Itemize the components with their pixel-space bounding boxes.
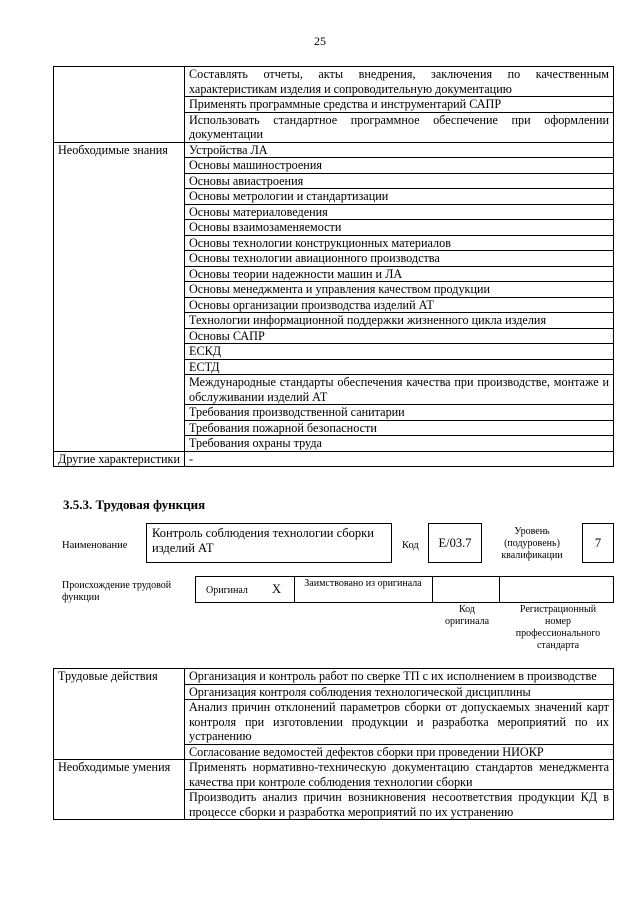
row-item: Основы технологии конструкционных материалов [185,235,614,251]
row-item: Составлять отчеты, акты внедрения, заключения по качественным характеристикам изделия и сопроводительную документацию [185,67,614,97]
row-item: Основы САПР [185,328,614,344]
level-label: Уровень (подуровень) квалификации [501,526,563,561]
row-label: Необходимые знания [54,142,185,451]
level-box [582,523,614,563]
code-label: Код [402,540,419,551]
row-item: Основы взаимозаменяемости [185,220,614,236]
function-name: Контроль соблюдения технологии сборки изделий АТ [152,526,374,555]
row-item: Применять нормативно-техническую документацию стандартов менеджмента качества при контроле соблюдения технологии сборки [185,760,614,790]
row-label: Другие характеристики [54,451,185,467]
origin-label: Происхождение трудовой функции [62,580,172,603]
row-item: Организация контроля соблюдения технологической дисциплины [185,684,614,700]
section-title: 3.5.3. Трудовая функция [63,497,206,512]
requirements-table [53,66,614,467]
row-item: Основы материаловедения [185,204,614,220]
row-item: Основы технологии авиационного производства [185,251,614,267]
row-item: Согласование ведомостей дефектов сборки при проведении НИОКР [185,744,614,760]
level-value: 7 [594,536,602,550]
table-row [54,67,614,97]
row-label [54,67,185,143]
row-item: Основы авиастроения [185,173,614,189]
row-label: Трудовые действия [54,669,185,760]
row-item: Использовать стандартное программное обеспечение при оформлении документации [185,112,614,142]
row-item: - [185,451,614,467]
code-value: E/03.7 [438,536,472,550]
row-item: Основы теории надежности машин и ЛА [185,266,614,282]
row-item: Устройства ЛА [185,142,614,158]
row-item: Анализ причин отклонений параметров сборки от допускаемых значений карт контроля при изготовлении продукции и разработка мероприятий по их устранению [185,700,614,745]
code-box [428,523,482,563]
row-item: Основы метрологии и стандартизации [185,189,614,205]
row-item: Основы машиностроения [185,158,614,174]
row-item: Организация и контроль работ по сверке ТП с их исполнением в производстве [185,669,614,685]
function-table [53,668,614,820]
row-item: Требования охраны труда [185,436,614,452]
original-label: Оригинал [206,585,248,596]
row-item: Международные стандарты обеспечения качества при производстве, монтаже и обслуживании изделий АТ [185,375,614,405]
table-row [54,669,614,685]
original-mark: X [272,582,282,596]
page-number: 25 [314,34,326,48]
function-name-box [146,523,392,563]
original-code-label: Код оригинала [444,604,490,627]
row-item: Основы организации производства изделий АТ [185,297,614,313]
table-row [54,760,614,790]
table-row [54,142,614,158]
row-item: ЕСКД [185,344,614,360]
row-item: Требования производственной санитарии [185,405,614,421]
table-row [54,451,614,467]
origin-box [195,576,614,603]
registration-number-label: Регистрационный номер профессионального стандарта [515,604,601,651]
borrowed-label: Заимствовано из оригинала [304,578,422,589]
row-item: Требования пожарной безопасности [185,420,614,436]
row-item: Основы менеджмента и управления качеством продукции [185,282,614,298]
row-item: Технологии информационной поддержки жизненного цикла изделия [185,313,614,329]
name-label: Наименование [62,540,128,551]
row-item: Производить анализ причин возникновения несоответствия продукции КД в процессе сборки и разработка мероприятий по их устранению [185,790,614,820]
row-label: Необходимые умения [54,760,185,820]
row-item: Применять программные средства и инструментарий САПР [185,97,614,113]
row-item: ЕСТД [185,359,614,375]
